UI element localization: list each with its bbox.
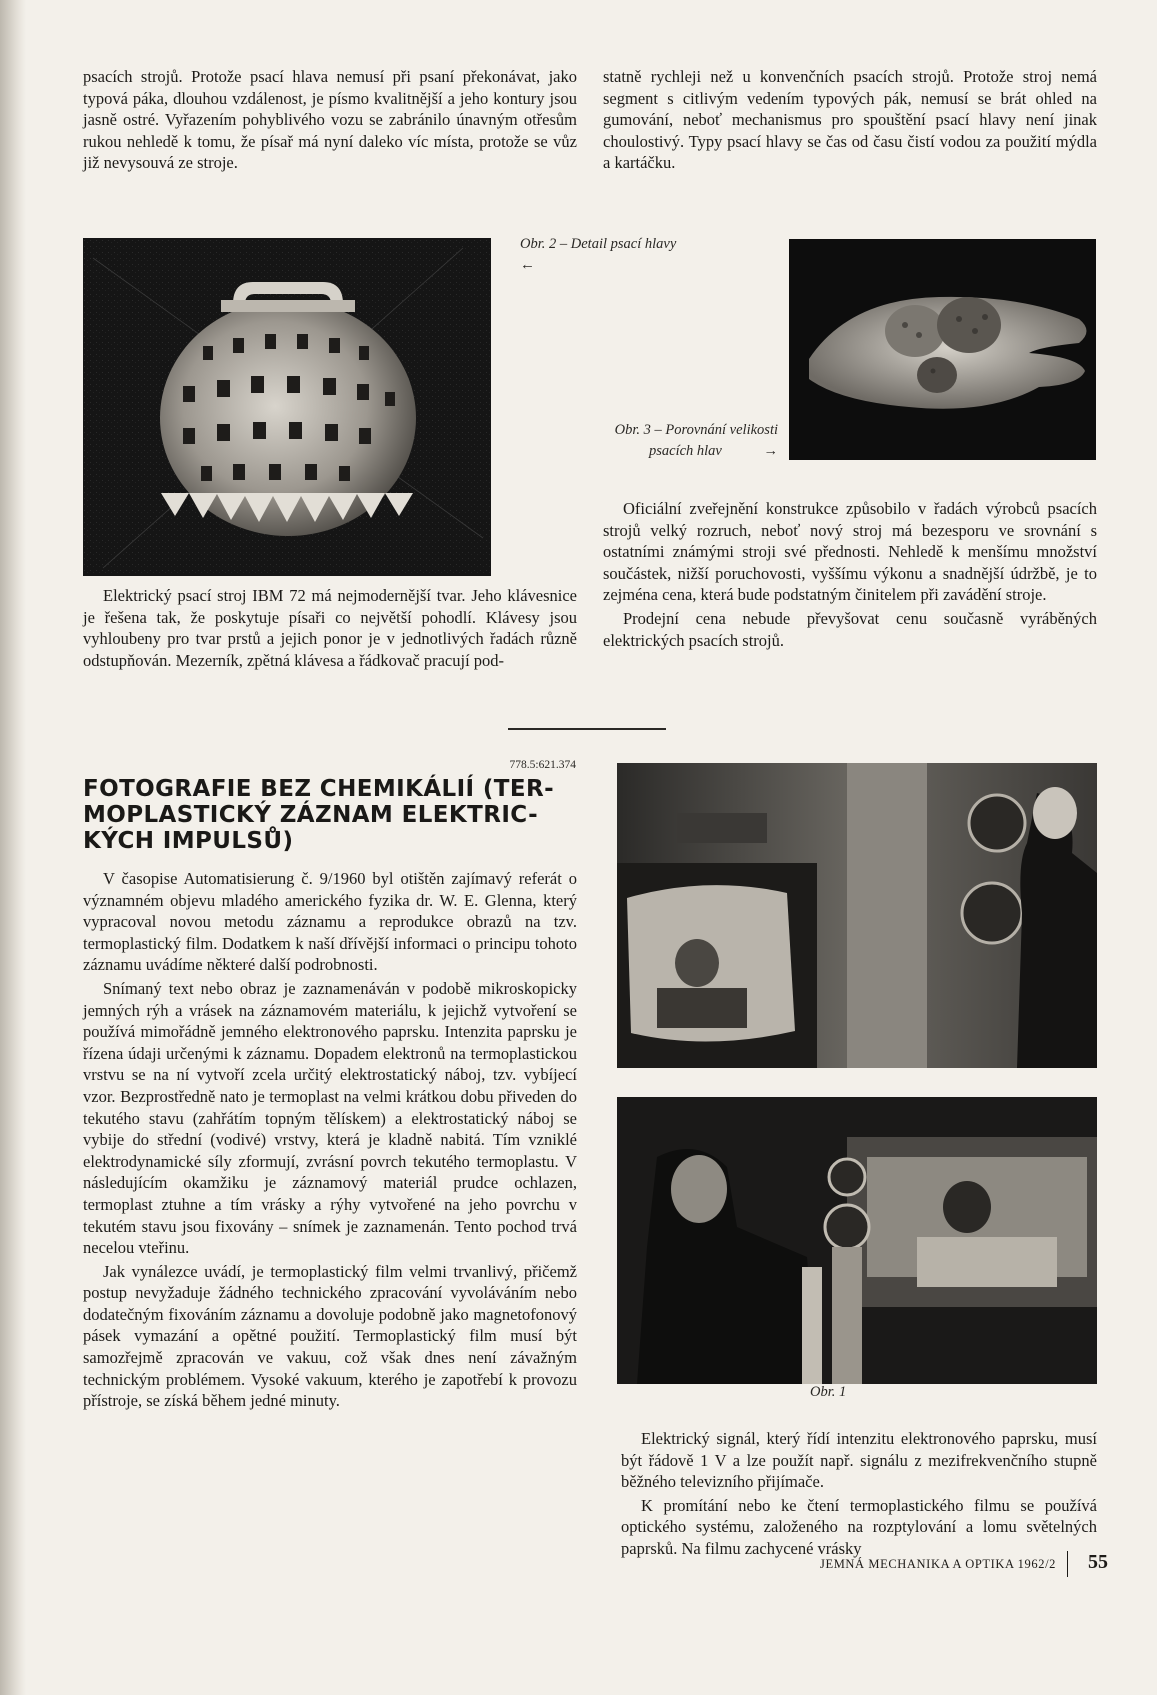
article-title: [83, 776, 583, 854]
men-projector-photo: [617, 1097, 1097, 1384]
paragraph: Oficiální zveřejnění konstrukce způsobilo v řadách výrobců psacích strojů velký rozruch, neboť nový stroj má bezesporu ve srovnání s ostatními známými stroji své přednosti. Nehledě k menšímu množství součástek, nižší poruchovosti, vyššímu výkonu a snadnější údržbě, je to zejména cena, která bude podstatným činitelem při zavádění stroje.: [603, 499, 1097, 605]
right-arrow-icon: →: [763, 443, 778, 459]
paragraph: statně rychleji než u konvenčních psacích strojů. Protože stroj nemá segment s citlivým vedením typových pák, nemusí se brát ohled na gumování, neboť mechanismus pro spouštění psací hlavy není jinak choulostivý. Typy psací hlavy se čas od času čistí vodou za použití mýdla a kartáčku.: [603, 67, 1097, 173]
udc-code: 778.5:621.374: [509, 759, 576, 771]
section-divider: [508, 728, 666, 730]
tv-projector-photo: [617, 763, 1097, 1068]
paragraph: Elektrický psací stroj IBM 72 má nejmodernější tvar. Jeho klávesnice je řešena tak, že poskytuje písaři co největší pohodlí. Klávesy jsou vyhloubeny pro tvar prstů a jejich ponor je v jednotlivých řadách různě odstupňován. Mezerník, zpětná klávesa a řádkovač pracují pod-: [83, 586, 577, 670]
figure-2-caption-text: Obr. 2 – Detail psací hlavy: [520, 236, 677, 252]
paragraph: Prodejní cena nebude převyšovat cenu současně vyráběných elektrických psacích strojů.: [603, 608, 1097, 650]
figure-2-caption: [520, 234, 740, 276]
figure-3-caption-line2-wrap: [540, 441, 778, 462]
paragraph: Elektrický signál, který řídí intenzitu elektronového paprsku, musí být řádově 1 V a lze použít např. signálu z mezifrekvenčního stupně běžného televizního přijímače.: [621, 1429, 1097, 1492]
figure-3-caption-line1: Obr. 3 – Porovnání velikosti: [614, 422, 778, 438]
mid-right-column: [603, 498, 1097, 651]
top-left-column: [83, 66, 577, 174]
left-arrow-icon: ←: [520, 257, 535, 273]
figure-1-caption: Obr. 1: [810, 1384, 847, 1400]
paragraph: psacích strojů. Protože psací hlava nemusí při psaní překonávat, jako typová páka, dlouhou vzdálenost, je písmo kvalitnější a jeho kontury jsou jasně ostré. Vyřazením pohyblivého vozu se zabránilo únavným otřesům rukou nehledě k tomu, že písař má nyní daleko víc místa, protože se vůz již nevysouvá ze stroje.: [83, 67, 577, 173]
paragraph: V časopise Automatisierung č. 9/1960 byl otištěn zajímavý referát o významném objevu mladého amerického fyzika dr. W. E. Glenna, který vypracoval novou metodu záznamu a reprodukce obrazů na tzv. termoplastický film. Dodatkem k naší dřívější informaci o principu tohoto záznamu uvádíme některé další podrobnosti.: [83, 869, 577, 975]
typeball-photo: [83, 238, 491, 576]
paragraph: Snímaný text nebo obraz je zaznamenáván v podobě mikroskopicky jemných rýh a vrásek na záznamovém materiálu, k jejichž vytvoření se používá mimořádně jemného elektronového paprsku. Intenzita paprsku je řízena údaji určenými k záznamu. Dopadem elektronů na termoplastickou vrstvu se na ní vytvoří zcela určitý elektrostatický náboj, tzv. vybíjecí vzor. Bezprostředně nato je termoplast na velmi krátkou dobu přiveden do tekutého stavu (zahřátím topným tělískem) a elektrostatický náboj se vybije do střední (vodivé) vrstvy, která je kladně nabitá. Tím vzniklé elektrodynamické síly zformují, zvrásní povrch tekutého termoplastu. V následujícím okamžiku je záznamový materiál prudce ochlazen, termoplast ztuhne a tím vrásky a rýhy vytvořené na jeho povrchu v tekutém stavu jsou fixovány – snímek je zaznamenán. Tento pochod trvá necelou vteřinu.: [83, 978, 577, 1258]
page-footer: [770, 1551, 1108, 1577]
article-right-column: [621, 1428, 1097, 1560]
paragraph: K promítání nebo ke čtení termoplastického filmu se používá optického systému, založeného na rozptylování a lomu světelných paprsků. Na filmu zachycené vrásky: [621, 1495, 1097, 1558]
title-line: KÝCH IMPULSŮ): [83, 828, 294, 854]
title-line: MOPLASTICKÝ ZÁZNAM ELEKTRIC-: [83, 802, 539, 828]
figure-3-caption-line2: psacích hlav: [648, 443, 722, 459]
page-number: 55: [1088, 1551, 1108, 1573]
title-line: FOTOGRAFIE BEZ CHEMIKÁLIÍ (TER-: [83, 776, 555, 802]
top-right-column: [603, 66, 1097, 174]
paragraph: Jak vynálezce uvádí, je termoplastický film velmi trvanlivý, přičemž postup nevyžaduje žádného technického zpracování vyvoláváním nebo dodatečným fixováním záznamu a dovoluje podobně jako magnetofonový pásek vymazání a opětné použití. Termoplastický film musí být samozřejmě zpracován ve vakuu, což však dnes není závažným technickým problémem. Vysoké vakuum, kterého je zapotřebí k provozu přístroje, se získá během jedné minuty.: [83, 1261, 577, 1411]
footer-divider: [1067, 1551, 1069, 1577]
binding-shadow: [0, 0, 26, 1695]
article-left-column: [83, 868, 577, 1412]
journal-name: JEMNÁ MECHANIKA A OPTIKA 1962/2: [820, 1557, 1056, 1571]
figure-3-caption: [540, 420, 778, 462]
hand-typeheads-photo: [789, 239, 1096, 460]
mid-left-column: [83, 585, 577, 671]
